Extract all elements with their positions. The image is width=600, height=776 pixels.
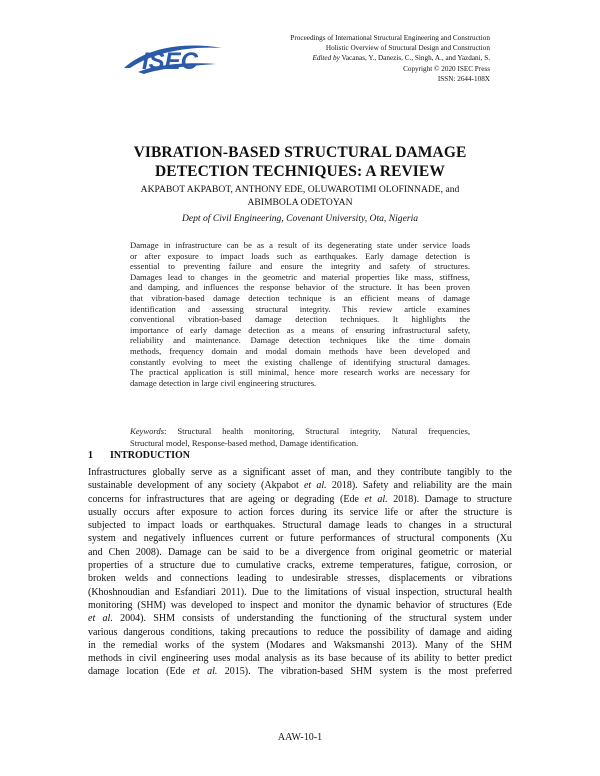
body-line: (Khoshnoudian and Esfandiari 2011). Due to the limitations of visual inspection, structural health bbox=[88, 586, 512, 598]
abstract-line: damage detection in large civil engineering structures. bbox=[130, 377, 317, 388]
abstract bbox=[130, 240, 470, 388]
header-line-4: Copyright © 2020 ISEC Press bbox=[403, 64, 490, 73]
body-line: various dangerous conditions, taking precautions to reduce the possibility of damage and aiding bbox=[88, 626, 512, 638]
proceedings-header bbox=[190, 33, 490, 84]
header-line-5: ISSN: 2644-108X bbox=[437, 74, 490, 83]
abstract-line: essential to preventing failure and ensure the integrity and safety of structures. bbox=[130, 261, 470, 272]
body-line: subjected to impact loads or earthquakes. Structural damage leads to changes in a structural bbox=[88, 520, 512, 532]
body-line: in the remedial works of the system (Modares and Waksmanshi 2013). Many of the SHM bbox=[88, 639, 512, 651]
body-line: and Chen 2008). Damage can be said to be a divergence from original geometric or material bbox=[88, 546, 512, 558]
abstract-line: identification and assessing structural integrity. This review article examines bbox=[130, 303, 470, 314]
page-footer: AAW-10-1 bbox=[277, 732, 323, 743]
editors-names: Vacanas, Y., Danezis, C., Singh, A., and Yazdani, S. bbox=[339, 54, 490, 63]
keywords-text-1: : Structural health monitoring, Structural integrity, Natural frequencies, bbox=[164, 426, 470, 436]
body-line: properties of a structure due to cumulative cracks, extreme temperatures, fatigue, corrosion, or bbox=[88, 560, 512, 572]
affiliation: Dept of Civil Engineering, Covenant University, Ota, Nigeria bbox=[181, 213, 419, 224]
abstract-line: constantly evolving to meet the existing challenge of identifying structural damages. bbox=[130, 356, 470, 367]
citation-et-al: et al. bbox=[303, 480, 327, 492]
header-line-3 bbox=[190, 53, 490, 63]
body-line: sustainable development of any society (Akpabot et al. 2018). Safety and reliability are the main bbox=[88, 480, 512, 492]
section-number: 1 bbox=[88, 450, 93, 461]
body-line: methods in civil engineering uses modal analysis as its base because of its ability to better predict bbox=[88, 653, 512, 665]
body-line: et al. 2004). SHM consists of understanding the functioning of the structural system under bbox=[88, 613, 513, 625]
body-line: broken welds and connections leading to undesirable stresses, displacements or vibrations bbox=[88, 573, 512, 585]
header-line-1: Proceedings of International Structural Engineering and Construction bbox=[290, 34, 490, 42]
abstract-line: Damages lead to changes in the geometric and material properties like mass, stiffness, bbox=[130, 271, 470, 282]
title-line-1: VIBRATION-BASED STRUCTURAL DAMAGE bbox=[133, 144, 467, 161]
authors bbox=[0, 184, 600, 209]
abstract-line: and damping, and influences the response behavior of the structure. It has been proven bbox=[130, 282, 470, 293]
authors-line-2: ABIMBOLA ODETOYAN bbox=[247, 196, 353, 208]
editors-label: Edited by bbox=[312, 54, 340, 63]
introduction-body bbox=[88, 466, 512, 679]
body-line: usually occurs after exposure to action forces during its service life or after the structure is bbox=[88, 506, 512, 518]
body-line: monitoring (SHM) was developed to inspect and monitor the dynamic behavior of structures (Ede bbox=[88, 599, 512, 611]
logo-text: ISEC bbox=[142, 48, 199, 75]
abstract-line: importance of early damage detection as a means of ensuring infrastructural safety, bbox=[130, 324, 470, 335]
abstract-line: Damage in infrastructure can be as a result of its degenerating state under service loads bbox=[130, 240, 470, 250]
abstract-line: The practical application is still minimal, hence more research works are necessary for bbox=[130, 367, 470, 378]
header-line-2: Holistic Overview of Structural Design and Construction bbox=[325, 44, 490, 53]
keywords-label: Keywords bbox=[130, 426, 165, 436]
keywords-line-2: Structural model, Response-based method, Damage identification. bbox=[130, 437, 359, 448]
keywords-line-1 bbox=[130, 426, 470, 438]
keywords bbox=[130, 426, 470, 449]
citation-et-al: et al. bbox=[364, 493, 388, 505]
abstract-line: conventional vibration-based damage detection techniques. It highlights the bbox=[130, 314, 470, 325]
section-title: INTRODUCTION bbox=[110, 450, 191, 461]
citation-et-al: et al. bbox=[192, 666, 218, 678]
paper-title bbox=[0, 143, 600, 181]
title-line-2: DETECTION TECHNIQUES: A REVIEW bbox=[155, 163, 445, 180]
abstract-line: or after exposure to impact loads such as earthquakes. Early damage detection is bbox=[130, 250, 470, 261]
abstract-line: methods, frequency domain and modal domain methods have been developed and bbox=[130, 345, 470, 356]
abstract-line: that vibration-based damage detection technique is an efficient means of damage bbox=[130, 292, 470, 303]
abstract-line: reliability and maintenance. Damage detection techniques like the time domain bbox=[130, 335, 470, 346]
body-line: concerns for infrastructures that are ageing or degrading (Ede et al. 2018). Damage to structure bbox=[88, 493, 512, 505]
citation-et-al: et al. bbox=[88, 613, 113, 625]
authors-line-1: AKPABOT AKPABOT, ANTHONY EDE, OLUWAROTIMI OLOFINNADE, and bbox=[140, 184, 460, 195]
body-line: system and negatively influences current or future performances of structural components (Xu bbox=[88, 533, 512, 545]
body-line: Infrastructures globally serve as a significant asset of man, and they contribute tangibly to the bbox=[88, 467, 512, 478]
body-line: damage location (Ede et al. 2015). The vibration-based SHM system is the most preferred bbox=[88, 666, 512, 678]
section-heading-introduction bbox=[88, 450, 190, 461]
